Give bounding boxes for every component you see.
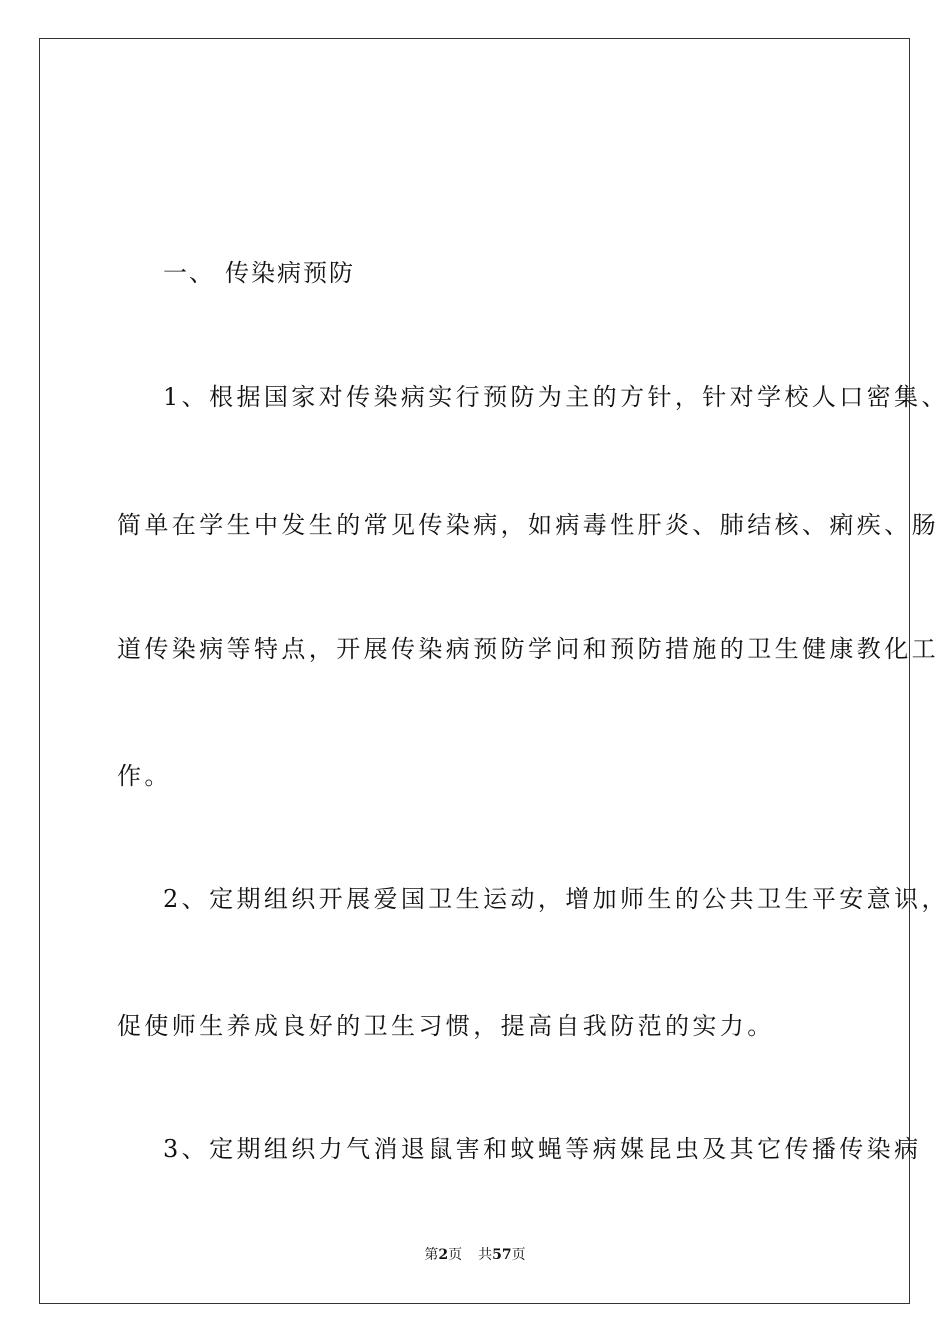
paragraph-1-line-1: 1、根据国家对传染病实行预防为主的方针，针对学校人口密集、 <box>163 383 949 411</box>
paragraph-1-line-2: 简单在学生中发生的常见传染病，如病毒性肝炎、肺结核、痢疾、肠 <box>117 511 939 539</box>
paragraph-2-line-1: 2、定期组织开展爱国卫生运动，增加师生的公共卫生平安意识， <box>163 885 949 913</box>
page-footer <box>0 1246 950 1264</box>
total-prefix: 共 <box>478 1247 493 1263</box>
section-number: 一、 <box>163 259 215 287</box>
paragraph-2-line-2: 促使师生养成良好的卫生习惯，提高自我防范的实力。 <box>117 1012 775 1040</box>
section-heading <box>163 258 355 288</box>
page-suffix: 页 <box>448 1247 463 1263</box>
paragraph-3-line-1: 3、定期组织力气消退鼠害和蚊蝇等病媒昆虫及其它传播传染病 <box>163 1135 922 1163</box>
page-prefix: 第 <box>424 1247 439 1263</box>
paragraph-1-line-3: 道传染病等特点，开展传染病预防学问和预防措施的卫生健康教化工 <box>117 635 939 663</box>
total-suffix: 页 <box>511 1247 526 1263</box>
paragraph-1-line-4: 作。 <box>117 762 172 790</box>
page-number: 2 <box>438 1247 449 1263</box>
total-pages: 57 <box>492 1247 512 1263</box>
section-title: 传染病预防 <box>225 259 355 287</box>
page-border <box>39 38 910 1304</box>
